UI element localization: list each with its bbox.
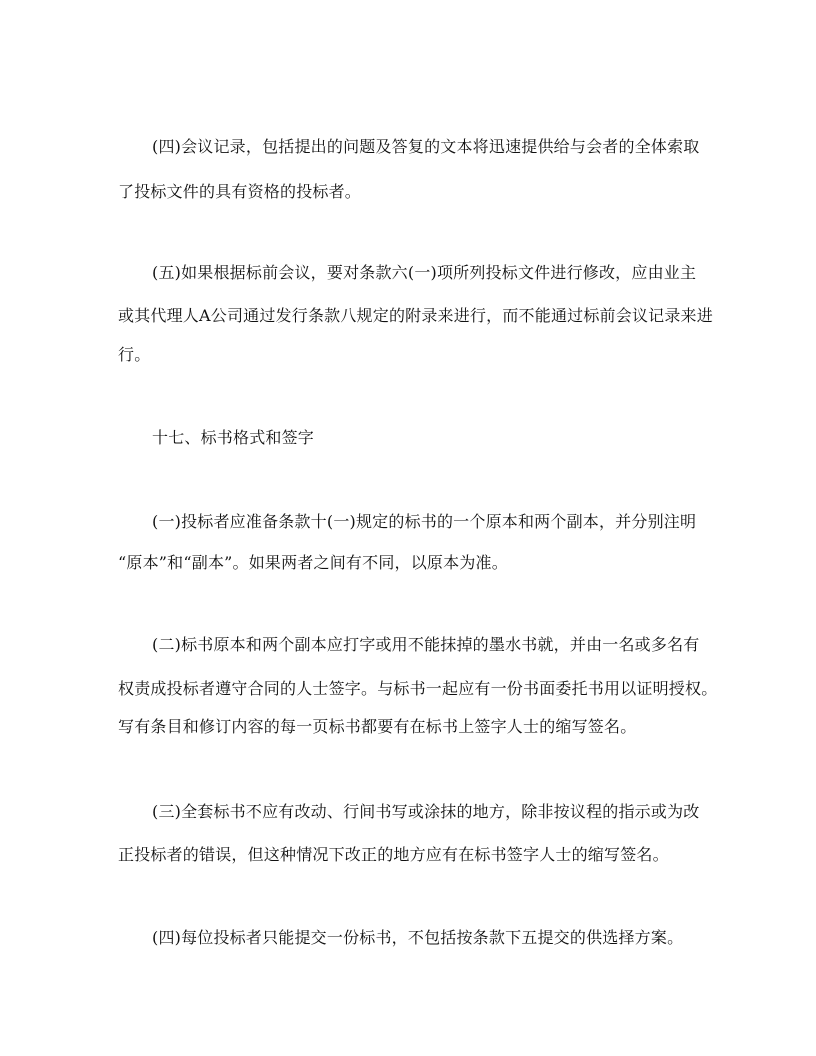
paragraph-line: (四)每位投标者只能提交一份标书，不包括按条款下五提交的供选择方案。 bbox=[152, 928, 684, 947]
paragraph-line: “原本”和“副本”。如果两者之间有不同，以原本为准。 bbox=[118, 553, 508, 572]
paragraph-line: (三)全套标书不应有改动、行间书写或涂抹的地方，除非按议程的指示或为改 bbox=[152, 802, 700, 821]
section-heading: 十七、标书格式和签字 bbox=[152, 428, 315, 447]
paragraph-line: (一)投标者应准备条款十(一)规定的标书的一个原本和两个副本，并分别注明 bbox=[152, 512, 697, 531]
paragraph-line: (二)标书原本和两个副本应打字或用不能抹掉的墨水书就，并由一名或多名有 bbox=[152, 635, 700, 654]
paragraph-line: 写有条目和修订内容的每一页标书都要有在标书上签字人士的缩写签名。 bbox=[118, 717, 637, 736]
paragraph-line: 了投标文件的具有资格的投标者。 bbox=[118, 182, 362, 201]
paragraph-line: 权责成投标者遵守合同的人士签字。与标书一起应有一份书面委托书用以证明授权。 bbox=[118, 679, 718, 698]
paragraph-line: 正投标者的错误，但这种情况下改正的地方应有在标书签字人士的缩写签名。 bbox=[118, 845, 669, 864]
paragraph-line: 或其代理人A公司通过发行条款八规定的附录来进行，而不能通过标前会议记录来进 bbox=[118, 306, 713, 325]
paragraph-line: (五)如果根据标前会议，要对条款六(一)项所列投标文件进行修改，应由业主 bbox=[152, 263, 697, 282]
paragraph-line: (四)会议记录，包括提出的问题及答复的文本将迅速提供给与会者的全体索取 bbox=[152, 137, 700, 156]
paragraph-line: 行。 bbox=[118, 345, 151, 364]
